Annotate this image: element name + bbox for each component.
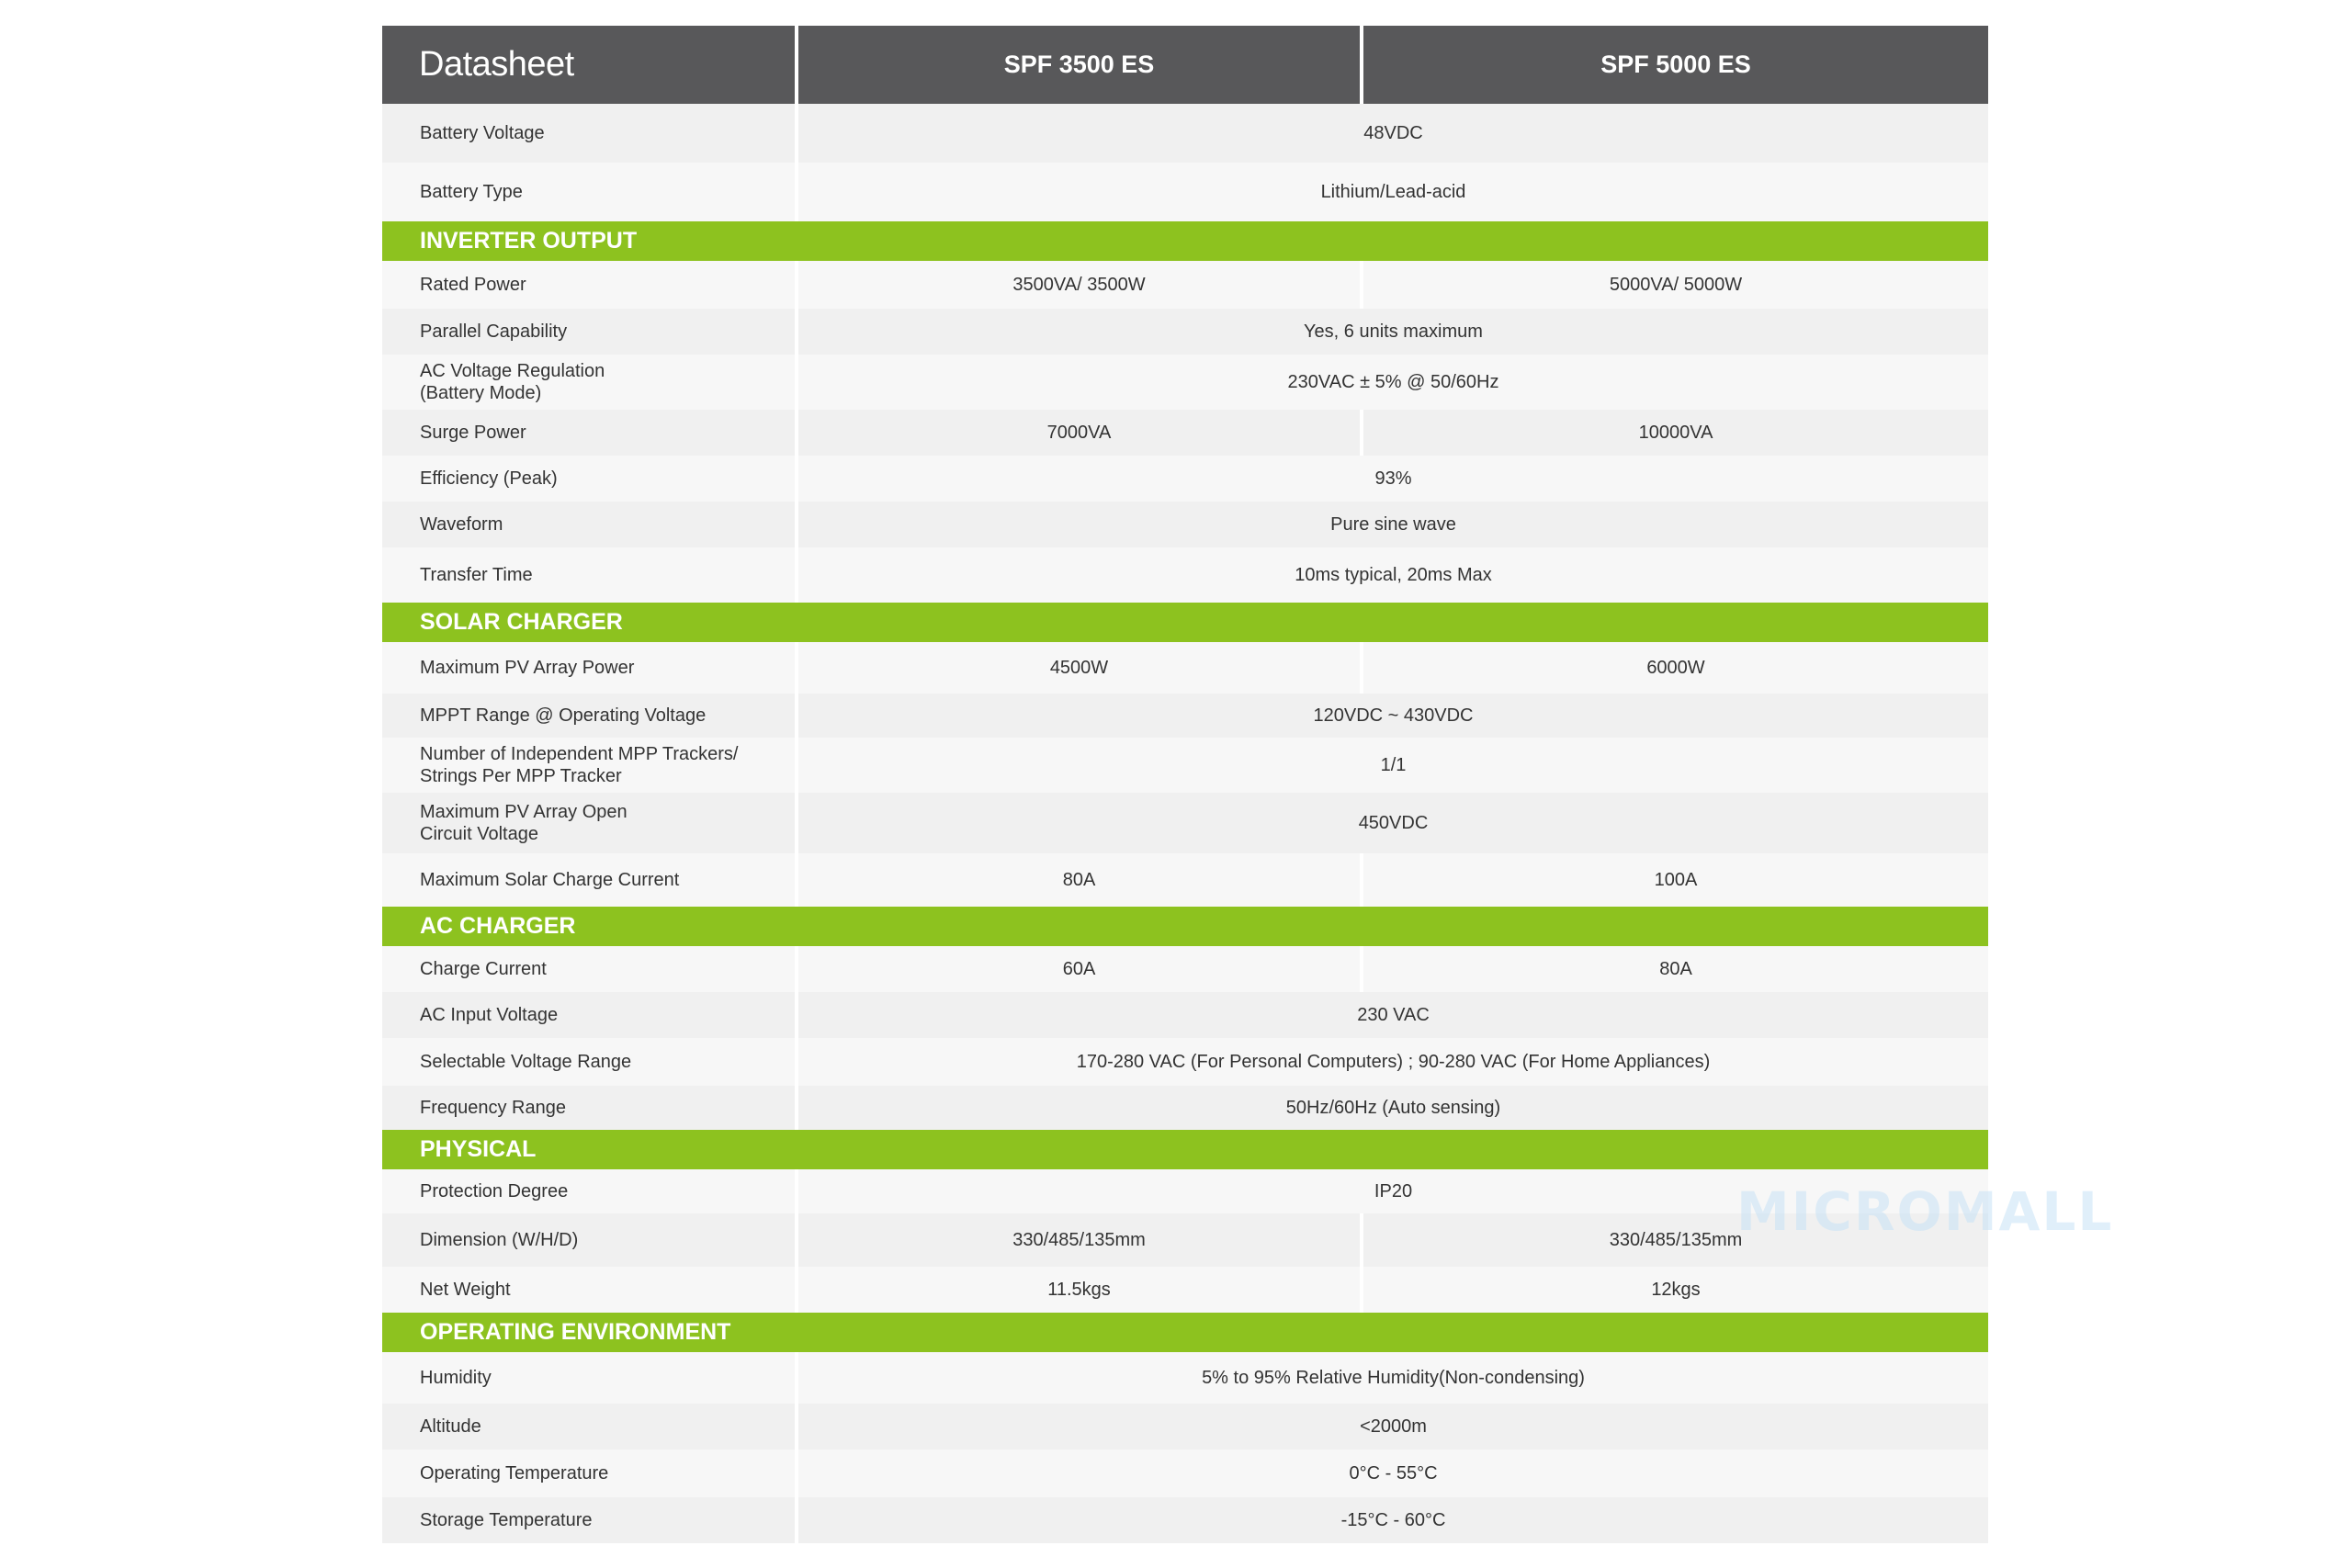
row-value-spf5000: 330/485/135mm [1363, 1213, 1988, 1267]
section-operating-environment: OPERATING ENVIRONMENT [382, 1313, 1988, 1352]
section-ac-charger: AC CHARGER [382, 907, 1988, 946]
row-label [382, 355, 795, 410]
section-solar-charger: SOLAR CHARGER [382, 603, 1988, 642]
row-label-line: Strings Per MPP Tracker [420, 766, 622, 786]
row-value: 1/1 [798, 738, 1988, 793]
row-value: 5% to 95% Relative Humidity(Non-condensing) [798, 1352, 1988, 1404]
row-label-line: Circuit Voltage [420, 824, 538, 844]
row-value: 170-280 VAC (For Personal Computers) ; 90-280 VAC (For Home Appliances) [798, 1038, 1988, 1086]
row-value-spf3500: 7000VA [798, 410, 1360, 456]
row-value: 120VDC ~ 430VDC [798, 694, 1988, 738]
model-header-spf3500: SPF 3500 ES [798, 26, 1360, 104]
row-label: Maximum Solar Charge Current [382, 853, 795, 907]
row-label: Battery Voltage [382, 104, 795, 163]
row-label: Net Weight [382, 1267, 795, 1313]
row-value-spf5000: 100A [1363, 853, 1988, 907]
row-label-line: (Battery Mode) [420, 383, 542, 403]
row-value: 230VAC ± 5% @ 50/60Hz [798, 355, 1988, 410]
row-label: Surge Power [382, 410, 795, 456]
model-header-spf5000: SPF 5000 ES [1363, 26, 1988, 104]
row-value: Yes, 6 units maximum [798, 309, 1988, 355]
row-label: Charge Current [382, 946, 795, 992]
section-physical: PHYSICAL [382, 1130, 1988, 1169]
row-label: Selectable Voltage Range [382, 1038, 795, 1086]
row-label: Rated Power [382, 261, 795, 309]
row-label: Battery Type [382, 163, 795, 221]
row-label-line: AC Voltage Regulation [420, 361, 605, 381]
datasheet-table [382, 26, 1988, 1543]
row-value: 230 VAC [798, 992, 1988, 1038]
row-value: IP20 [798, 1169, 1988, 1213]
row-value-spf3500: 330/485/135mm [798, 1213, 1360, 1267]
row-value-spf5000: 12kgs [1363, 1267, 1988, 1313]
row-label-line: Number of Independent MPP Trackers/ [420, 744, 739, 764]
row-label: Dimension (W/H/D) [382, 1213, 795, 1267]
row-value: Pure sine wave [798, 502, 1988, 547]
row-value-spf3500: 4500W [798, 642, 1360, 694]
datasheet-title: Datasheet [382, 26, 795, 104]
section-inverter-output: INVERTER OUTPUT [382, 221, 1988, 261]
row-value-spf5000: 5000VA/ 5000W [1363, 261, 1988, 309]
row-label: Altitude [382, 1404, 795, 1450]
row-label: Parallel Capability [382, 309, 795, 355]
row-label: Frequency Range [382, 1086, 795, 1130]
row-value-spf5000: 10000VA [1363, 410, 1988, 456]
row-label: Maximum PV Array Power [382, 642, 795, 694]
row-label [382, 738, 795, 793]
row-label: Humidity [382, 1352, 795, 1404]
row-value: -15°C - 60°C [798, 1497, 1988, 1543]
row-label: Transfer Time [382, 547, 795, 603]
row-value-spf3500: 3500VA/ 3500W [798, 261, 1360, 309]
row-label: Efficiency (Peak) [382, 456, 795, 502]
row-value-spf5000: 6000W [1363, 642, 1988, 694]
row-label: Waveform [382, 502, 795, 547]
row-value: 93% [798, 456, 1988, 502]
row-value-spf3500: 80A [798, 853, 1360, 907]
row-value-spf5000: 80A [1363, 946, 1988, 992]
row-value-spf3500: 60A [798, 946, 1360, 992]
row-label: Operating Temperature [382, 1450, 795, 1497]
row-label: AC Input Voltage [382, 992, 795, 1038]
row-value: <2000m [798, 1404, 1988, 1450]
row-value: 450VDC [798, 793, 1988, 853]
row-label: Storage Temperature [382, 1497, 795, 1543]
row-value: 10ms typical, 20ms Max [798, 547, 1988, 603]
row-value: 50Hz/60Hz (Auto sensing) [798, 1086, 1988, 1130]
row-label-line: Maximum PV Array Open [420, 802, 628, 822]
row-value-spf3500: 11.5kgs [798, 1267, 1360, 1313]
row-label [382, 793, 795, 853]
watermark: MICROMALL [1736, 1180, 2114, 1243]
row-label: MPPT Range @ Operating Voltage [382, 694, 795, 738]
row-value: Lithium/Lead-acid [798, 163, 1988, 221]
row-value: 48VDC [798, 104, 1988, 163]
row-label: Protection Degree [382, 1169, 795, 1213]
row-value: 0°C - 55°C [798, 1450, 1988, 1497]
